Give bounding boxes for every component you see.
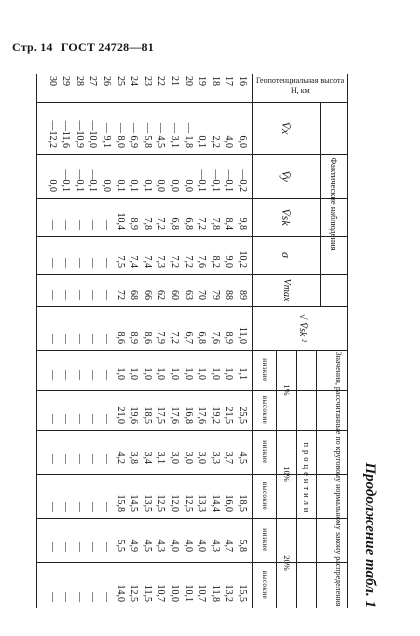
cell-l10: — [46,454,58,464]
table-row [154,74,168,608]
cell-vx: —11,6 [60,120,72,148]
vy-header: V̄y [279,170,293,182]
cell-vsk: 10,4 [114,212,126,230]
cell-h20: — [73,592,85,602]
cell-vmax: — [87,290,99,300]
cell-h20: 13,2 [223,584,235,602]
cell-l1: — [87,370,99,380]
cell-h1: — [60,414,72,424]
cell-vsk: — [73,220,85,230]
cell-l10: — [87,454,99,464]
height-unit: H, км [290,86,310,95]
cell-sq: 6,7 [182,331,194,344]
cell-vsk: 8,9 [128,217,140,230]
cell-vmax: — [73,290,85,300]
cell-l20: 5,8 [237,539,248,552]
cell-h1: 17,6 [169,406,180,424]
pct-10-header: 10% [282,466,292,482]
cell-vy: —0,1 [87,169,99,192]
cell-vmax: 88 [223,290,235,300]
calc-header: Значения, рассчитанные по круговому нормальному закону распределения [334,351,343,607]
cell-sq: — [60,334,72,344]
cell-vy: 0,0 [169,179,180,192]
cell-vy: —0,1 [60,169,72,192]
cell-vmax: 63 [182,290,194,300]
cell-l1: 1,0 [223,367,235,380]
cell-s: 7,4 [128,255,140,268]
cell-vx: —10,0 [87,120,99,148]
cell-vmax: 62 [155,290,167,300]
cell-vy: —0,2 [237,169,248,192]
cell-vsk: — [46,220,58,230]
cell-l1: 1,0 [128,367,140,380]
cell-h: 29 [60,76,72,86]
table-row [181,74,195,608]
cell-h20: — [46,592,58,602]
cell-h: 25 [114,76,126,86]
actual-header: Фактические наблюдения [329,157,339,251]
cell-sq: 6,8 [196,331,208,344]
cell-h20: 10,7 [155,584,167,602]
cell-vy: 0,0 [155,179,167,192]
cell-h1: 16,8 [182,406,194,424]
table-row [72,74,86,608]
cell-vsk: 7,2 [155,217,167,230]
cell-s: — [87,258,99,268]
cell-h10: 13,5 [141,494,153,512]
cell-vx: —12,2 [46,120,58,148]
cell-s: 9,0 [223,255,235,268]
cell-s: — [101,258,112,268]
cell-sq: 7,2 [169,331,180,344]
cell-vx: — 8,0 [114,123,126,148]
cell-h1: — [73,414,85,424]
cell-l1: 1,0 [196,367,208,380]
cell-l20: — [46,542,58,552]
cell-h20: 11,8 [209,584,221,602]
table-row [222,74,236,608]
cell-s: 7,2 [169,255,180,268]
cell-l20: — [101,542,112,552]
cell-l10: — [73,454,85,464]
cell-vmax: 79 [209,290,221,300]
cell-vx: 0,1 [196,135,208,148]
cell-l1: 1,0 [114,367,126,380]
page-label: Стр. 14 [12,40,53,54]
cell-h1: 25,5 [237,406,248,424]
cell-h: 24 [128,76,140,86]
pct-20-header: 20% [282,555,292,571]
cell-sq: 11,0 [237,326,248,344]
cell-vmax: 60 [169,290,180,300]
cell-vy: —0,1 [209,169,221,192]
cell-l1: 1,0 [141,367,153,380]
cell-h10: — [87,502,99,512]
table-row [208,74,222,608]
cell-vsk: 7,8 [209,217,221,230]
cell-h: 27 [87,76,99,86]
cell-vmax: 66 [141,290,153,300]
cell-vx: — 4,5 [155,123,167,148]
cell-l10: 3,0 [169,451,180,464]
cell-h: 19 [196,76,208,86]
cell-h: 17 [223,76,235,86]
data-table [36,74,348,608]
cell-l1: 1,0 [209,367,221,380]
pct-20-high: высокие [261,570,269,600]
cell-vy: 0,0 [101,179,112,192]
cell-vsk: 9,8 [237,217,248,230]
cell-l1: — [73,370,85,380]
cell-vmax: — [46,290,58,300]
cell-sq: — [46,334,58,344]
cell-h20: 10,1 [182,584,194,602]
cell-s: — [73,258,85,268]
cell-s: 8,2 [209,255,221,268]
cell-l1: 1,1 [237,367,248,380]
cell-sq: — [73,334,85,344]
pct-10-low: низкие [261,440,269,464]
cell-l10: 4,2 [114,451,126,464]
cell-sq: 8,9 [223,331,235,344]
cell-vy: 0,0 [182,179,194,192]
cell-h1: 17,6 [196,406,208,424]
table-row [235,74,249,608]
cell-l10: 3,7 [223,451,235,464]
cell-l20: 4,3 [155,539,167,552]
vsk2-header: √ V̄sk ² [297,314,308,342]
pct-1-header: 1% [282,384,292,396]
cell-s: 7,3 [155,255,167,268]
cell-h20: 15,5 [237,584,248,602]
pct-10-high: высокие [261,481,269,511]
cell-h: 18 [209,76,221,86]
cell-sq: — [87,334,99,344]
cell-s: — [60,258,72,268]
cell-vsk: — [87,220,99,230]
vmax-header: Vmax [281,278,292,302]
cell-vsk: 6,8 [169,217,180,230]
cell-vmax: 70 [196,290,208,300]
cell-vx: — 6,9 [128,123,140,148]
cell-h10: — [101,502,112,512]
cell-h: 30 [46,76,58,86]
cell-l10: 3,0 [196,451,208,464]
table-row [195,74,209,608]
cell-vx: — 5,8 [141,123,153,148]
cell-l20: 4,0 [196,539,208,552]
cell-h10: 13,3 [196,494,208,512]
height-col-header [255,76,345,100]
cell-sq: 8,9 [128,331,140,344]
cell-l1: 1,0 [169,367,180,380]
table-row [86,74,100,608]
cell-h: 26 [101,76,112,86]
cell-l20: — [60,542,72,552]
cell-h20: — [87,592,99,602]
cell-h: 22 [155,76,167,86]
rule [320,102,321,306]
table-row [113,74,127,608]
cell-vsk: 7,2 [196,217,208,230]
cell-vsk: 8,4 [223,217,235,230]
table-row [167,74,181,608]
cell-vmax: 89 [237,290,248,300]
cell-h10: — [46,502,58,512]
table-row [140,74,154,608]
cell-h10: 15,8 [114,494,126,512]
cell-l10: — [60,454,72,464]
cell-h20: — [60,592,72,602]
cell-s: 7,4 [141,255,153,268]
cell-h10: 18,5 [237,494,248,512]
cell-vy: 0,1 [128,179,140,192]
cell-vmax: — [60,290,72,300]
cell-l10: 3,3 [209,451,221,464]
cell-l1: 1,0 [155,367,167,380]
cell-l10: 3,1 [155,451,167,464]
cell-vx: — 1,8 [182,123,194,148]
pct-1-low: низкие [261,358,269,382]
pct-1-high: высокие [261,395,269,425]
table-row [45,74,59,608]
cell-vy: —0,1 [223,169,235,192]
cell-l10: 4,5 [237,451,248,464]
height-label: Геопотенциальная высота [255,76,345,85]
cell-h: 16 [237,76,248,86]
cell-l20: 4,0 [169,539,180,552]
cell-h1: 21,5 [223,406,235,424]
rotated-table-container [36,74,378,608]
cell-vx: 6,0 [237,135,248,148]
cell-h10: 12,5 [155,494,167,512]
cell-l20: 4,5 [141,539,153,552]
cell-vy: 0,0 [46,179,58,192]
cell-h10: 12,0 [169,494,180,512]
cell-l10: 3,8 [128,451,140,464]
cell-vsk: — [101,220,112,230]
cell-h20: 11,5 [141,584,153,602]
cell-sq: 7,6 [209,331,221,344]
cell-vsk: 7,8 [141,217,153,230]
cell-vsk: — [60,220,72,230]
cell-h10: 14,4 [209,494,221,512]
cell-h: 20 [182,76,194,86]
cell-h1: 17,5 [155,406,167,424]
cell-sq: — [101,334,112,344]
cell-h1: — [101,414,112,424]
cell-vsk: 6,8 [182,217,194,230]
cell-h1: 19,2 [209,406,221,424]
cell-vy: —0,1 [196,169,208,192]
cell-h: 21 [169,76,180,86]
cell-h: 23 [141,76,153,86]
cell-h20: — [101,592,112,602]
table-row [59,74,73,608]
cell-h1: — [46,414,58,424]
sigma-header: σ [279,252,293,258]
cell-l20: 4,0 [182,539,194,552]
cell-s: 7,6 [196,255,208,268]
page-header [12,40,159,55]
rule [296,350,297,608]
cell-h1: 18,5 [141,406,153,424]
cell-l20: — [73,542,85,552]
table-caption: Продолжение табл. 1 [362,462,378,608]
cell-vmax: 72 [114,290,126,300]
cell-h1: — [87,414,99,424]
vsk-header: V̄sk [279,208,293,226]
rule [276,350,277,608]
cell-vx: — 3,1 [169,123,180,148]
pct-20-low: низкие [261,528,269,552]
cell-l1: 1,0 [182,367,194,380]
cell-h10: 16,0 [223,494,235,512]
cell-vmax: — [101,290,112,300]
cell-l10: 3,4 [141,451,153,464]
rule [316,350,317,608]
cell-sq: 8,6 [114,331,126,344]
cell-l20: 5,5 [114,539,126,552]
cell-vmax: 68 [128,290,140,300]
cell-l1: — [60,370,72,380]
cell-s: 7,2 [182,255,194,268]
vx-header: V̄x [279,121,293,135]
cell-h: 28 [73,76,85,86]
cell-h1: 19,6 [128,406,140,424]
cell-l20: 4,9 [128,539,140,552]
percentiles-header: процентили [302,442,312,516]
cell-sq: 8,6 [141,331,153,344]
table-row [99,74,113,608]
cell-s: 7,5 [114,255,126,268]
cell-vx: — 9,1 [101,123,112,148]
cell-s: 10,2 [237,250,248,268]
cell-vy: —0,1 [73,169,85,192]
cell-vx: 4,0 [223,135,235,148]
cell-h20: 12,5 [128,584,140,602]
table-row [127,74,141,608]
rule [252,74,253,608]
cell-h10: 12,5 [182,494,194,512]
cell-l1: — [46,370,58,380]
cell-l20: 4,7 [223,539,235,552]
cell-h1: 21,0 [114,406,126,424]
cell-l10: 3,0 [182,451,194,464]
cell-vx: 2,2 [209,135,221,148]
cell-sq: 7,9 [155,331,167,344]
cell-h20: 10,0 [169,584,180,602]
cell-h10: 14,5 [128,494,140,512]
standard-code: ГОСТ 24728—81 [60,40,154,54]
cell-vy: 0,1 [114,179,126,192]
cell-l20: — [87,542,99,552]
cell-h10: — [73,502,85,512]
cell-vy: 0,1 [141,179,153,192]
cell-l20: 4,3 [209,539,221,552]
cell-l10: — [101,454,112,464]
cell-l1: — [101,370,112,380]
cell-h20: 14,0 [114,584,126,602]
cell-h10: — [60,502,72,512]
cell-s: — [46,258,58,268]
cell-vx: —10,9 [73,120,85,148]
cell-h20: 10,7 [196,584,208,602]
